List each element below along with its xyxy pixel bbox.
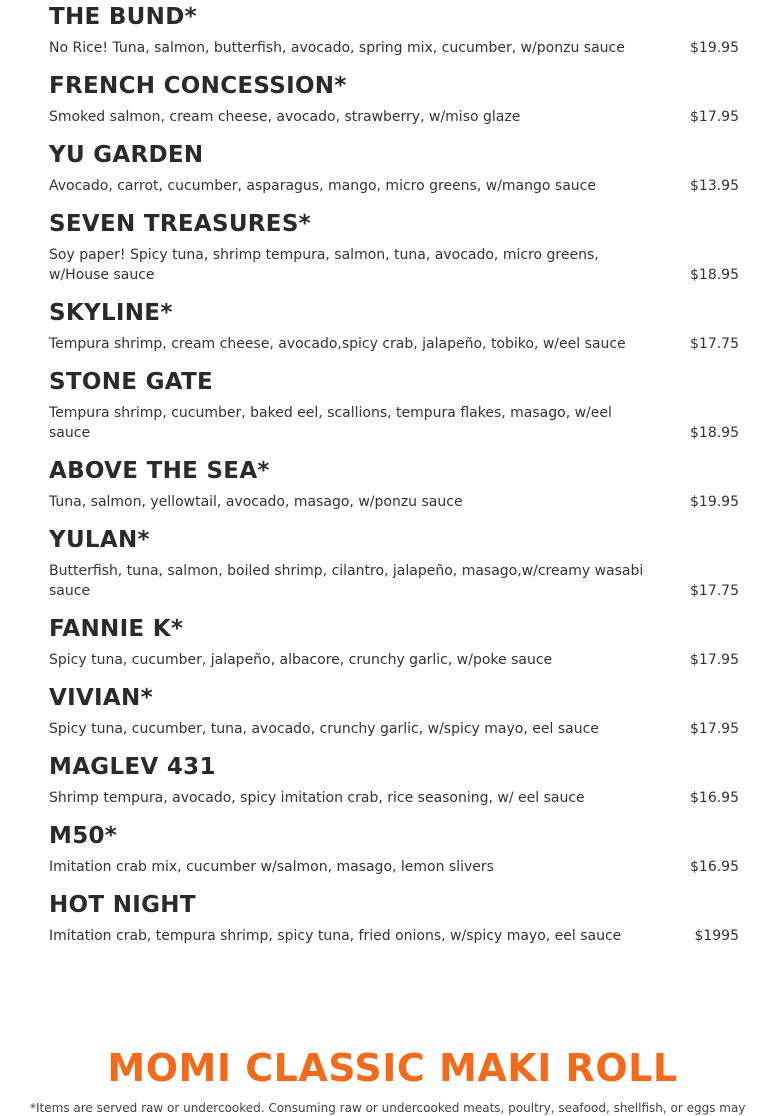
item-name: THE BUND*	[49, 4, 197, 30]
item-row	[49, 38, 739, 58]
item-row	[49, 926, 739, 946]
item-price: $17.95	[690, 652, 739, 668]
item-description: Imitation crab mix, cucumber w/salmon, masago, lemon slivers	[49, 859, 494, 875]
item-description: Shrimp tempura, avocado, spicy imitation crab, rice seasoning, w/ eel sauce	[49, 790, 585, 806]
item-name: M50*	[49, 823, 118, 849]
item-name: HOT NIGHT	[49, 892, 196, 918]
item-description: Tempura shrimp, cucumber, baked eel, scallions, tempura flakes, masago, w/eel sauce	[49, 405, 612, 441]
item-name: FRENCH CONCESSION*	[49, 73, 347, 99]
item-row	[49, 650, 739, 670]
item-price: $18.95	[690, 267, 739, 283]
menu-item-above-the-sea	[49, 456, 739, 525]
item-row	[49, 107, 739, 127]
menu-item-fannie-k	[49, 614, 739, 683]
item-price: $17.75	[690, 583, 739, 599]
item-description: Imitation crab, tempura shrimp, spicy tuna, fried onions, w/spicy mayo, eel sauce	[49, 928, 622, 944]
menu-item-the-bund	[49, 2, 739, 71]
item-name: VIVIAN*	[49, 685, 153, 711]
item-price: $19.95	[690, 40, 739, 56]
item-row	[49, 245, 739, 285]
item-description: Avocado, carrot, cucumber, asparagus, mango, micro greens, w/mango sauce	[49, 178, 596, 194]
item-name: SEVEN TREASURES*	[49, 211, 312, 237]
item-name: FANNIE K*	[49, 616, 184, 642]
item-price: $13.95	[690, 178, 739, 194]
item-name: SKYLINE*	[49, 300, 173, 326]
menu-item-m50	[49, 821, 739, 890]
item-description: Smoked salmon, cream cheese, avocado, strawberry, w/miso glaze	[49, 109, 521, 125]
item-row	[49, 561, 739, 601]
item-description: Soy paper! Spicy tuna, shrimp tempura, salmon, tuna, avocado, micro greens, w/House sauce	[49, 247, 599, 283]
item-price: $17.95	[690, 109, 739, 125]
menu-item-maglev-431	[49, 752, 739, 821]
item-description: Tempura shrimp, cream cheese, avocado,spicy crab, jalapeño, tobiko, w/eel sauce	[49, 336, 626, 352]
menu-list	[49, 2, 739, 959]
item-row	[49, 788, 739, 808]
item-description: Spicy tuna, cucumber, tuna, avocado, crunchy garlic, w/spicy mayo, eel sauce	[49, 721, 599, 737]
item-price: $16.95	[690, 859, 739, 875]
menu-item-yu-garden	[49, 140, 739, 209]
item-name: YULAN*	[49, 527, 150, 553]
item-description: Butterfish, tuna, salmon, boiled shrimp, cilantro, jalapeño, masago,w/creamy wasabi sauce	[49, 563, 644, 599]
item-row	[49, 492, 739, 512]
menu-item-yulan	[49, 525, 739, 614]
item-name: STONE GATE	[49, 369, 214, 395]
menu-item-vivian	[49, 683, 739, 752]
item-price: $18.95	[690, 425, 739, 441]
item-row	[49, 403, 739, 443]
item-row	[49, 857, 739, 877]
menu-item-skyline	[49, 298, 739, 367]
item-price: $17.95	[690, 721, 739, 737]
item-name: ABOVE THE SEA*	[49, 458, 270, 484]
item-description: Spicy tuna, cucumber, jalapeño, albacore, crunchy garlic, w/poke sauce	[49, 652, 553, 668]
raw-food-disclaimer: *Items are served raw or undercooked. Consuming raw or undercooked meats, poultry, seafood, shellfish, or eggs may	[30, 1101, 746, 1115]
menu-item-hot-night	[49, 890, 739, 959]
menu-item-stone-gate	[49, 367, 739, 456]
section-title: MOMI CLASSIC MAKI ROLL	[107, 1046, 678, 1090]
item-name: YU GARDEN	[49, 142, 204, 168]
item-price: $19.95	[690, 494, 739, 510]
item-row	[49, 719, 739, 739]
menu-item-french-concession	[49, 71, 739, 140]
item-price: $1995	[694, 928, 739, 944]
item-description: No Rice! Tuna, salmon, butterfish, avocado, spring mix, cucumber, w/ponzu sauce	[49, 40, 625, 56]
item-price: $17.75	[690, 336, 739, 352]
item-price: $16.95	[690, 790, 739, 806]
item-name: MAGLEV 431	[49, 754, 216, 780]
menu-item-seven-treasures	[49, 209, 739, 298]
item-row	[49, 176, 739, 196]
item-description: Tuna, salmon, yellowtail, avocado, masago, w/ponzu sauce	[49, 494, 463, 510]
item-row	[49, 334, 739, 354]
